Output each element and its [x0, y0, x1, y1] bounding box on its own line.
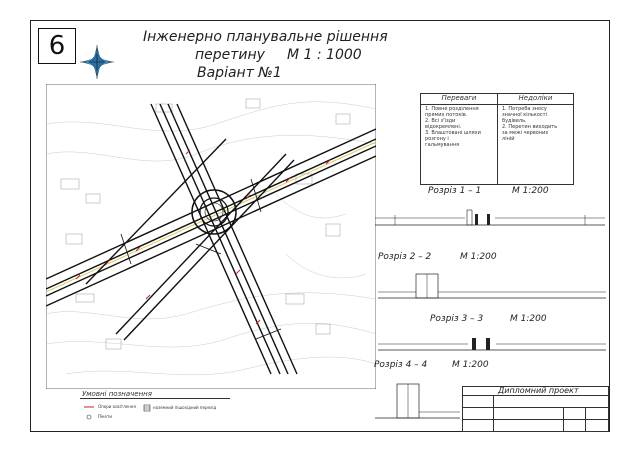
- title-line-1: Інженерно планувальне рішення: [143, 29, 388, 45]
- disadvantage-line: значної кількості: [502, 112, 547, 118]
- sheet-number: 6: [38, 28, 76, 64]
- disadvantages-list: [502, 106, 570, 142]
- legend-title: Умовні позначення: [82, 390, 152, 398]
- advantage-line: відокремлені.: [425, 124, 462, 130]
- advantage-line: 2. Всі з'їзди: [425, 118, 456, 124]
- lighting-pole-icon: [83, 404, 95, 410]
- picket-icon: [83, 414, 95, 420]
- section-4-profile: [375, 376, 460, 426]
- disadvantage-line: ліній: [502, 136, 515, 142]
- section-1-scale: М 1:200: [512, 186, 549, 196]
- compass-icon: [80, 45, 114, 79]
- advantages-header: Переваги: [441, 94, 477, 102]
- section-1-label: Розріз 1 – 1: [428, 186, 482, 196]
- disadvantage-line: 2. Перетин виходить: [502, 124, 558, 130]
- section-2-label: Розріз 2 – 2: [378, 252, 432, 262]
- advantage-line: гальмування: [425, 142, 460, 148]
- section-3-profile: [378, 328, 606, 356]
- advantage-line: розгону і: [425, 136, 449, 142]
- advantage-line: прямих потоків.: [425, 112, 468, 118]
- intersection-plan: [46, 84, 376, 389]
- disadvantage-line: будівель.: [502, 118, 527, 124]
- legend-item-crosswalk: наземний пішохідний перехід: [153, 405, 217, 410]
- advantages-list: [425, 106, 495, 148]
- section-3-scale: М 1:200: [510, 314, 547, 324]
- section-4-scale: М 1:200: [452, 360, 489, 370]
- section-4-label: Розріз 4 – 4: [374, 360, 428, 370]
- disadvantage-line: 1. Потреба зносу: [502, 106, 547, 112]
- stamp-title: Дипломний проект: [498, 386, 579, 395]
- disadvantages-header: Недоліки: [518, 94, 553, 102]
- advantage-line: 3. Влаштовані шляхи: [425, 130, 481, 136]
- title-variant: Варіант №1: [197, 65, 282, 81]
- section-1-profile: [375, 200, 605, 230]
- title-block: [462, 386, 609, 432]
- disadvantage-line: за межі червоних: [502, 130, 549, 136]
- legend-frame: [80, 398, 230, 399]
- section-3-label: Розріз 3 – 3: [430, 314, 484, 324]
- legend-item-poles: Опори освітлення: [98, 404, 136, 409]
- advantage-line: 1. Повне розділення: [425, 106, 479, 112]
- section-2-profile: [378, 268, 606, 306]
- title-line-2: перетину: [195, 47, 265, 63]
- section-2-scale: М 1:200: [460, 252, 497, 262]
- legend-item-pickets: Пікети: [98, 414, 112, 419]
- title-scale: М 1 : 1000: [287, 47, 362, 63]
- comparison-table: [420, 93, 574, 185]
- crosswalk-icon: [143, 404, 151, 412]
